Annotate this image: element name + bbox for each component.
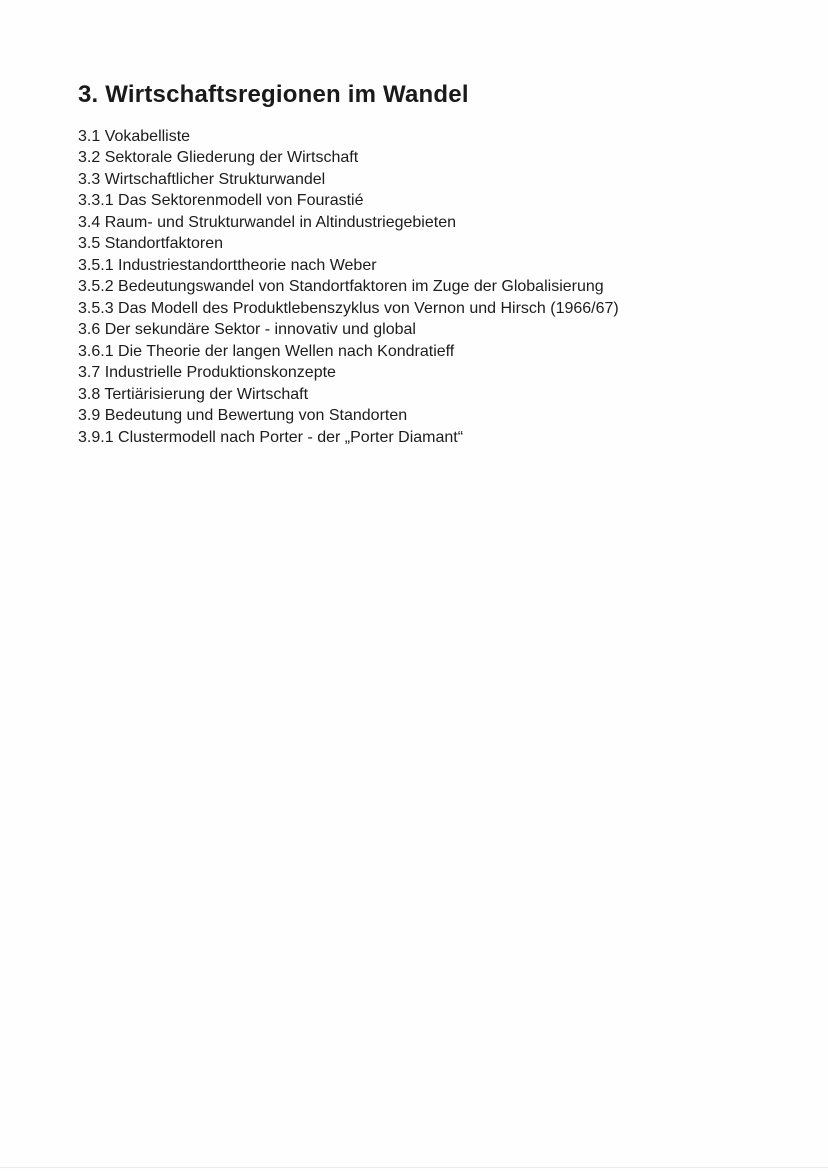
toc-entry: 3.9 Bedeutung und Bewertung von Standorten [78, 407, 408, 425]
toc-entry: 3.1 Vokabelliste [78, 127, 191, 145]
toc-entry: 3.9.1 Clustermodell nach Porter - der „Porter Diamant“ [78, 428, 464, 446]
toc-entry: 3.6 Der sekundäre Sektor - innovativ und global [78, 321, 416, 339]
toc-entry: 3.8 Tertiärisierung der Wirtschaft [78, 385, 309, 403]
toc-entry: 3.5.3 Das Modell des Produktlebenszyklus von Vernon und Hirsch (1966/67) [78, 299, 619, 317]
toc-entry: 3.6.1 Die Theorie der langen Wellen nach Kondratieff [78, 342, 455, 360]
toc-entry: 3.2 Sektorale Gliederung der Wirtschaft [78, 149, 359, 167]
document-content [78, 81, 768, 448]
toc-entry: 3.5.2 Bedeutungswandel von Standortfaktoren im Zuge der Globalisierung [78, 278, 604, 296]
toc-entry: 3.3.1 Das Sektorenmodell von Fourastié [78, 192, 364, 210]
toc-entry: 3.5 Standortfaktoren [78, 235, 223, 253]
page-bottom-edge [0, 1167, 828, 1168]
toc-entry: 3.5.1 Industriestandorttheorie nach Weber [78, 256, 377, 274]
toc-entry: 3.7 Industrielle Produktionskonzepte [78, 364, 336, 382]
chapter-heading: 3. Wirtschaftsregionen im Wandel [78, 81, 469, 108]
table-of-contents [78, 126, 768, 449]
toc-entry: 3.4 Raum- und Strukturwandel in Altindustriegebieten [78, 213, 456, 231]
toc-entry: 3.3 Wirtschaftlicher Strukturwandel [78, 170, 326, 188]
